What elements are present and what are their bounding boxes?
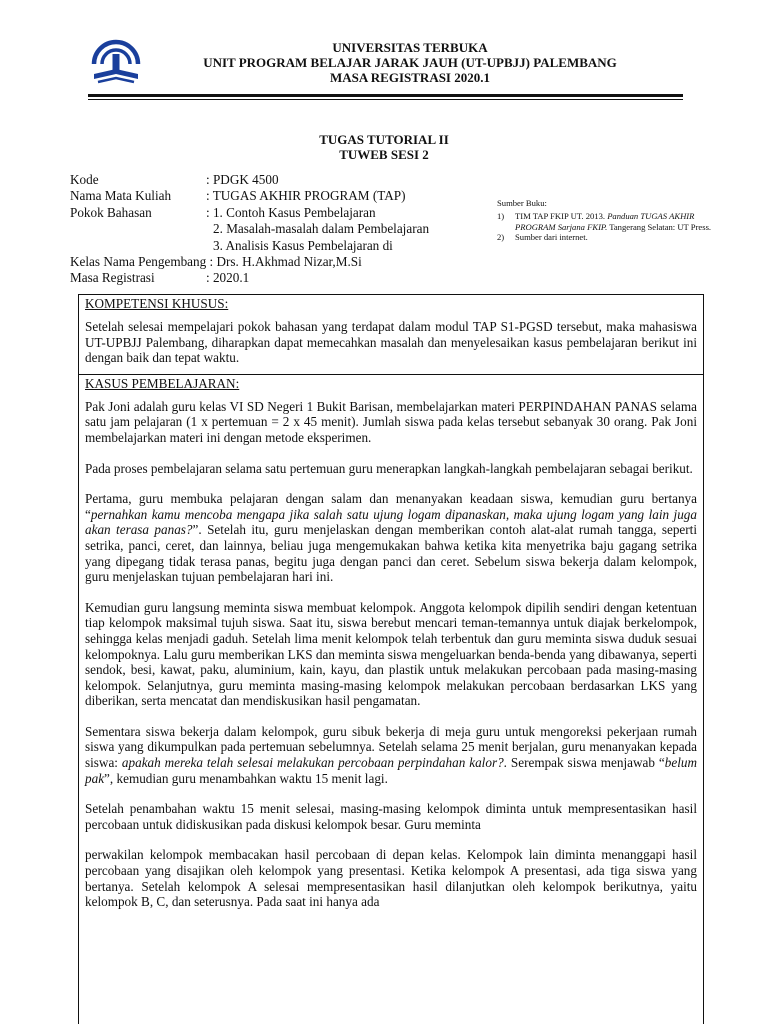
matkul-label: Nama Mata Kuliah: [70, 188, 172, 204]
kasus-heading: KASUS PEMBELAJARAN:: [85, 375, 240, 391]
matkul-value: : TUGAS AKHIR PROGRAM (TAP): [206, 188, 406, 204]
course-info: [70, 172, 429, 287]
document-subtitle: TUWEB SESI 2: [339, 147, 429, 162]
document-title: TUGAS TUTORIAL II: [319, 132, 449, 147]
kelas-pengembang: Kelas Nama Pengembang : Drs. H.Akhmad Nizar,M.Si: [70, 254, 362, 270]
info-row-kode: [70, 172, 429, 188]
source-item-2: 2) Sumber dari internet.: [497, 232, 588, 243]
source-item-1: 1) TIM TAP FKIP UT. 2013. Panduan TUGAS AKHIR PROGRAM Sarjana FKIP. Tangerang Selatan: UT Press.: [497, 211, 712, 232]
kasus-paragraph-3: Pertama, guru membuka pelajaran dengan salam dan menanyakan keadaan siswa, kemudian guru bertanya “pernahkan kamu mencoba mengapa jika salah satu ujung logam dipanaskan, maka ujung logam yang lain juga akan terasa panas?”. Setelah itu, guru menjelaskan dengan memberikan contoh alat-alat rumah tangga, seperti setrika, panci, ceret, dan lainnya, beliau juga mengemukakan bahwa ketika kita menyetrika baju gagang setrika yang dipegang tidak terasa panas, begitu juga dengan panci dan ceret. Sebelum siswa bekerja dalam kelompok, guru menjelaskan tujuan pembelajaran hari ini.: [85, 491, 697, 585]
kompetensi-heading: KOMPETENSI KHUSUS:: [85, 296, 229, 311]
source-heading: Sumber Buku:: [497, 198, 547, 208]
header-university: UNIVERSITAS TERBUKA: [332, 40, 488, 55]
kasus-paragraph-6: Setelah penambahan waktu 15 menit selesai, masing-masing kelompok diminta untuk mempresentasikan hasil percobaan untuk didiskusikan pada diskusi kelompok besar. Guru meminta: [85, 801, 697, 832]
info-row-masa: [70, 270, 429, 286]
masa-label: Masa Registrasi: [70, 270, 155, 286]
pokok-item-2: 2. Masalah-masalah dalam Pembelajaran: [213, 221, 430, 237]
kode-label: Kode: [70, 172, 99, 187]
source-references: [497, 198, 712, 243]
header-unit: UNIT PROGRAM BELAJAR JARAK JAUH (UT-UPBJJ) PALEMBANG: [203, 55, 617, 70]
header-registration: MASA REGISTRASI 2020.1: [329, 70, 490, 85]
content-box: [78, 294, 704, 1024]
kode-value: : PDGK 4500: [206, 172, 279, 187]
kasus-paragraph-2: Pada proses pembelajaran selama satu pertemuan guru menerapkan langkah-langkah pembelajaran sebagai berikut.: [85, 460, 693, 476]
header-rule-thick: [88, 94, 683, 97]
info-row-pokok: [70, 205, 429, 221]
pokok-label: Pokok Bahasan: [70, 204, 152, 220]
masa-value: : 2020.1: [206, 270, 250, 286]
kasus-paragraph-4: Kemudian guru langsung meminta siswa membuat kelompok. Anggota kelompok dipilih sendiri dengan ketentuan tiap kelompok maksimal tujuh siswa. Saat itu, siswa berebut mencari teman-temannya untuk diajak berkelompok, sehingga kelas menjadi gaduh. Setelah lima menit kelompok telah terbentuk dan guru meminta siswa duduk sesuai kelompoknya. Lalu guru memberikan LKS dan meminta siswa mengeluarkan benda-benda yang dibawanya, seperti sendok, besi, kawat, paku, aluminium, kain, kayu, dan plastik untuk melakukan percobaan pada masing-masing kelompok. Selanjutnya, guru meminta masing-masing kelompok melakukan percobaan berdasarkan LKS yang diberikan, serta mencatat dan mendiskusikan hasil pengamatan.: [85, 599, 697, 709]
info-row-matkul: [70, 188, 429, 204]
kasus-paragraph-7: perwakilan kelompok membacakan hasil percobaan di depan kelas. Kelompok lain diminta menanggapi hasil percobaan yang disajikan oleh kelompok yang presentasi. Ketika kelompok A presentasi, ada tiga siswa yang bertanya. Setelah kelompok A selesai mempresentasikan hasil dilanjutkan oleh kelompok berikutnya, yaitu kelompok B, C, dan seterusnya. Pada saat ini hanya ada: [85, 847, 697, 910]
kasus-paragraph-1: Pak Joni adalah guru kelas VI SD Negeri 1 Bukit Barisan, membelajarkan materi PERPINDAHAN PANAS selama satu jam pelajaran (1 x pertemuan = 2 x 45 menit). Jumlah siswa pada kelas tersebut sebanyak 30 orang. Pak Joni membelajarkan materi ini dengan metode eksperimen.: [85, 398, 697, 445]
header-rule-thin: [88, 99, 683, 100]
pokok-item-3: 3. Analisis Kasus Pembelajaran di: [213, 237, 393, 253]
kompetensi-text: Setelah selesai mempelajari pokok bahasan yang terdapat dalam modul TAP S1-PGSD tersebut, maka mahasiswa UT-UPBJJ Palembang, diharapkan dapat memecahkan masalah dan menyelesaikan kasus pembelajaran berikut ini dengan baik dan tepat waktu.: [85, 319, 697, 366]
pokok-item-1: : 1. Contoh Kasus Pembelajaran: [206, 204, 376, 220]
kasus-paragraph-5: Sementara siswa bekerja dalam kelompok, guru sibuk bekerja di meja guru untuk mengoreksi pekerjaan rumah siswa yang dikumpulkan pada pertemuan sebelumnya. Setelah selama 25 menit berjalan, guru menanyakan kepada siswa: apakah mereka telah selesai melakukan percobaan perpindahan kalor?. Serempak siswa menjawab “belum pak”, kemudian guru menambahkan waktu 15 menit lagi.: [85, 723, 697, 786]
university-logo-icon: [88, 38, 144, 88]
